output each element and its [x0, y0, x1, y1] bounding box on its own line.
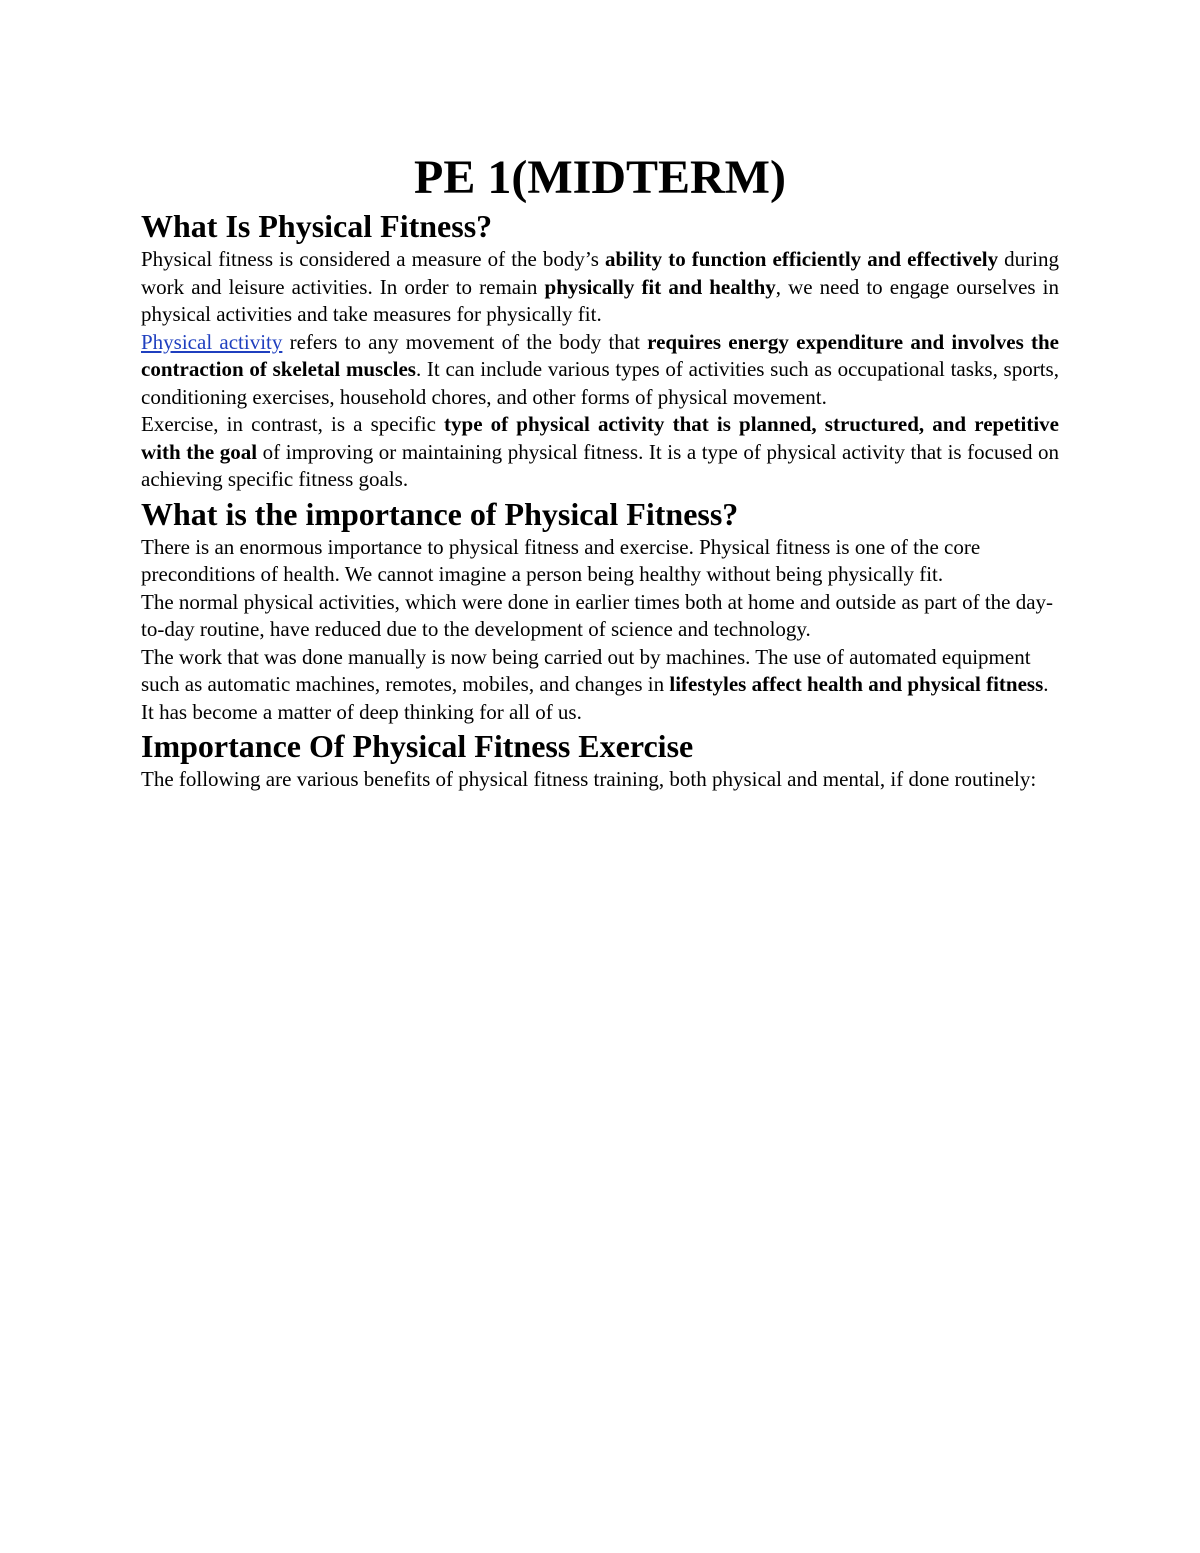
heading-what-is-physical-fitness: What Is Physical Fitness?: [141, 208, 493, 244]
physical-activity-link[interactable]: Physical activity: [141, 329, 283, 354]
paragraph-exercise-definition: Exercise, in contrast, is a specific type of physical activity that is planned, structured, and repetitive with the goal of improving or maintaining physical fitness. It is a type of physical activity that is focused on achieving specific fitness goals.: [141, 412, 1060, 491]
paragraph-physical-activity-definition: Physical activity refers to any movement of the body that requires energy expenditure and involves the contraction of skeletal muscles. It can include various types of activities such as occupational tasks, sports, conditioning exercises, household chores, and other forms of physical movement.: [141, 329, 1059, 409]
paragraph-automation-lifestyle: The work that was done manually is now being carried out by machines. The use of automated equipment such as automatic machines, remotes, mobiles, and changes in lifestyles affect health and physical fitness. It has become a matter of deep thinking for all of us.: [141, 644, 1049, 724]
paragraph-normal-activities-reduced: The normal physical activities, which were done in earlier times both at home and outside as part of the day-to-day routine, have reduced due to the development of science and technology.: [141, 589, 1054, 641]
paragraph-benefits-intro: The following are various benefits of physical fitness training, both physical and mental, if done routinely:: [141, 767, 1037, 791]
document-body: [141, 150, 1059, 794]
paragraph-physical-fitness-definition: Physical fitness is considered a measure of the body’s ability to function efficiently and effectively during work and leisure activities. In order to remain physically fit and healthy, we need to engage ourselves in physical activities and take measures for physically fit.: [141, 247, 1060, 326]
paragraph-enormous-importance: There is an enormous importance to physical fitness and exercise. Physical fitness is one of the core preconditions of health. We cannot imagine a person being healthy without being physically fit.: [141, 534, 981, 586]
heading-importance-of-physical-fitness: What is the importance of Physical Fitness?: [141, 495, 739, 532]
document-title: PE 1(MIDTERM): [414, 151, 786, 204]
heading-importance-of-fitness-exercise: Importance Of Physical Fitness Exercise: [141, 728, 694, 764]
